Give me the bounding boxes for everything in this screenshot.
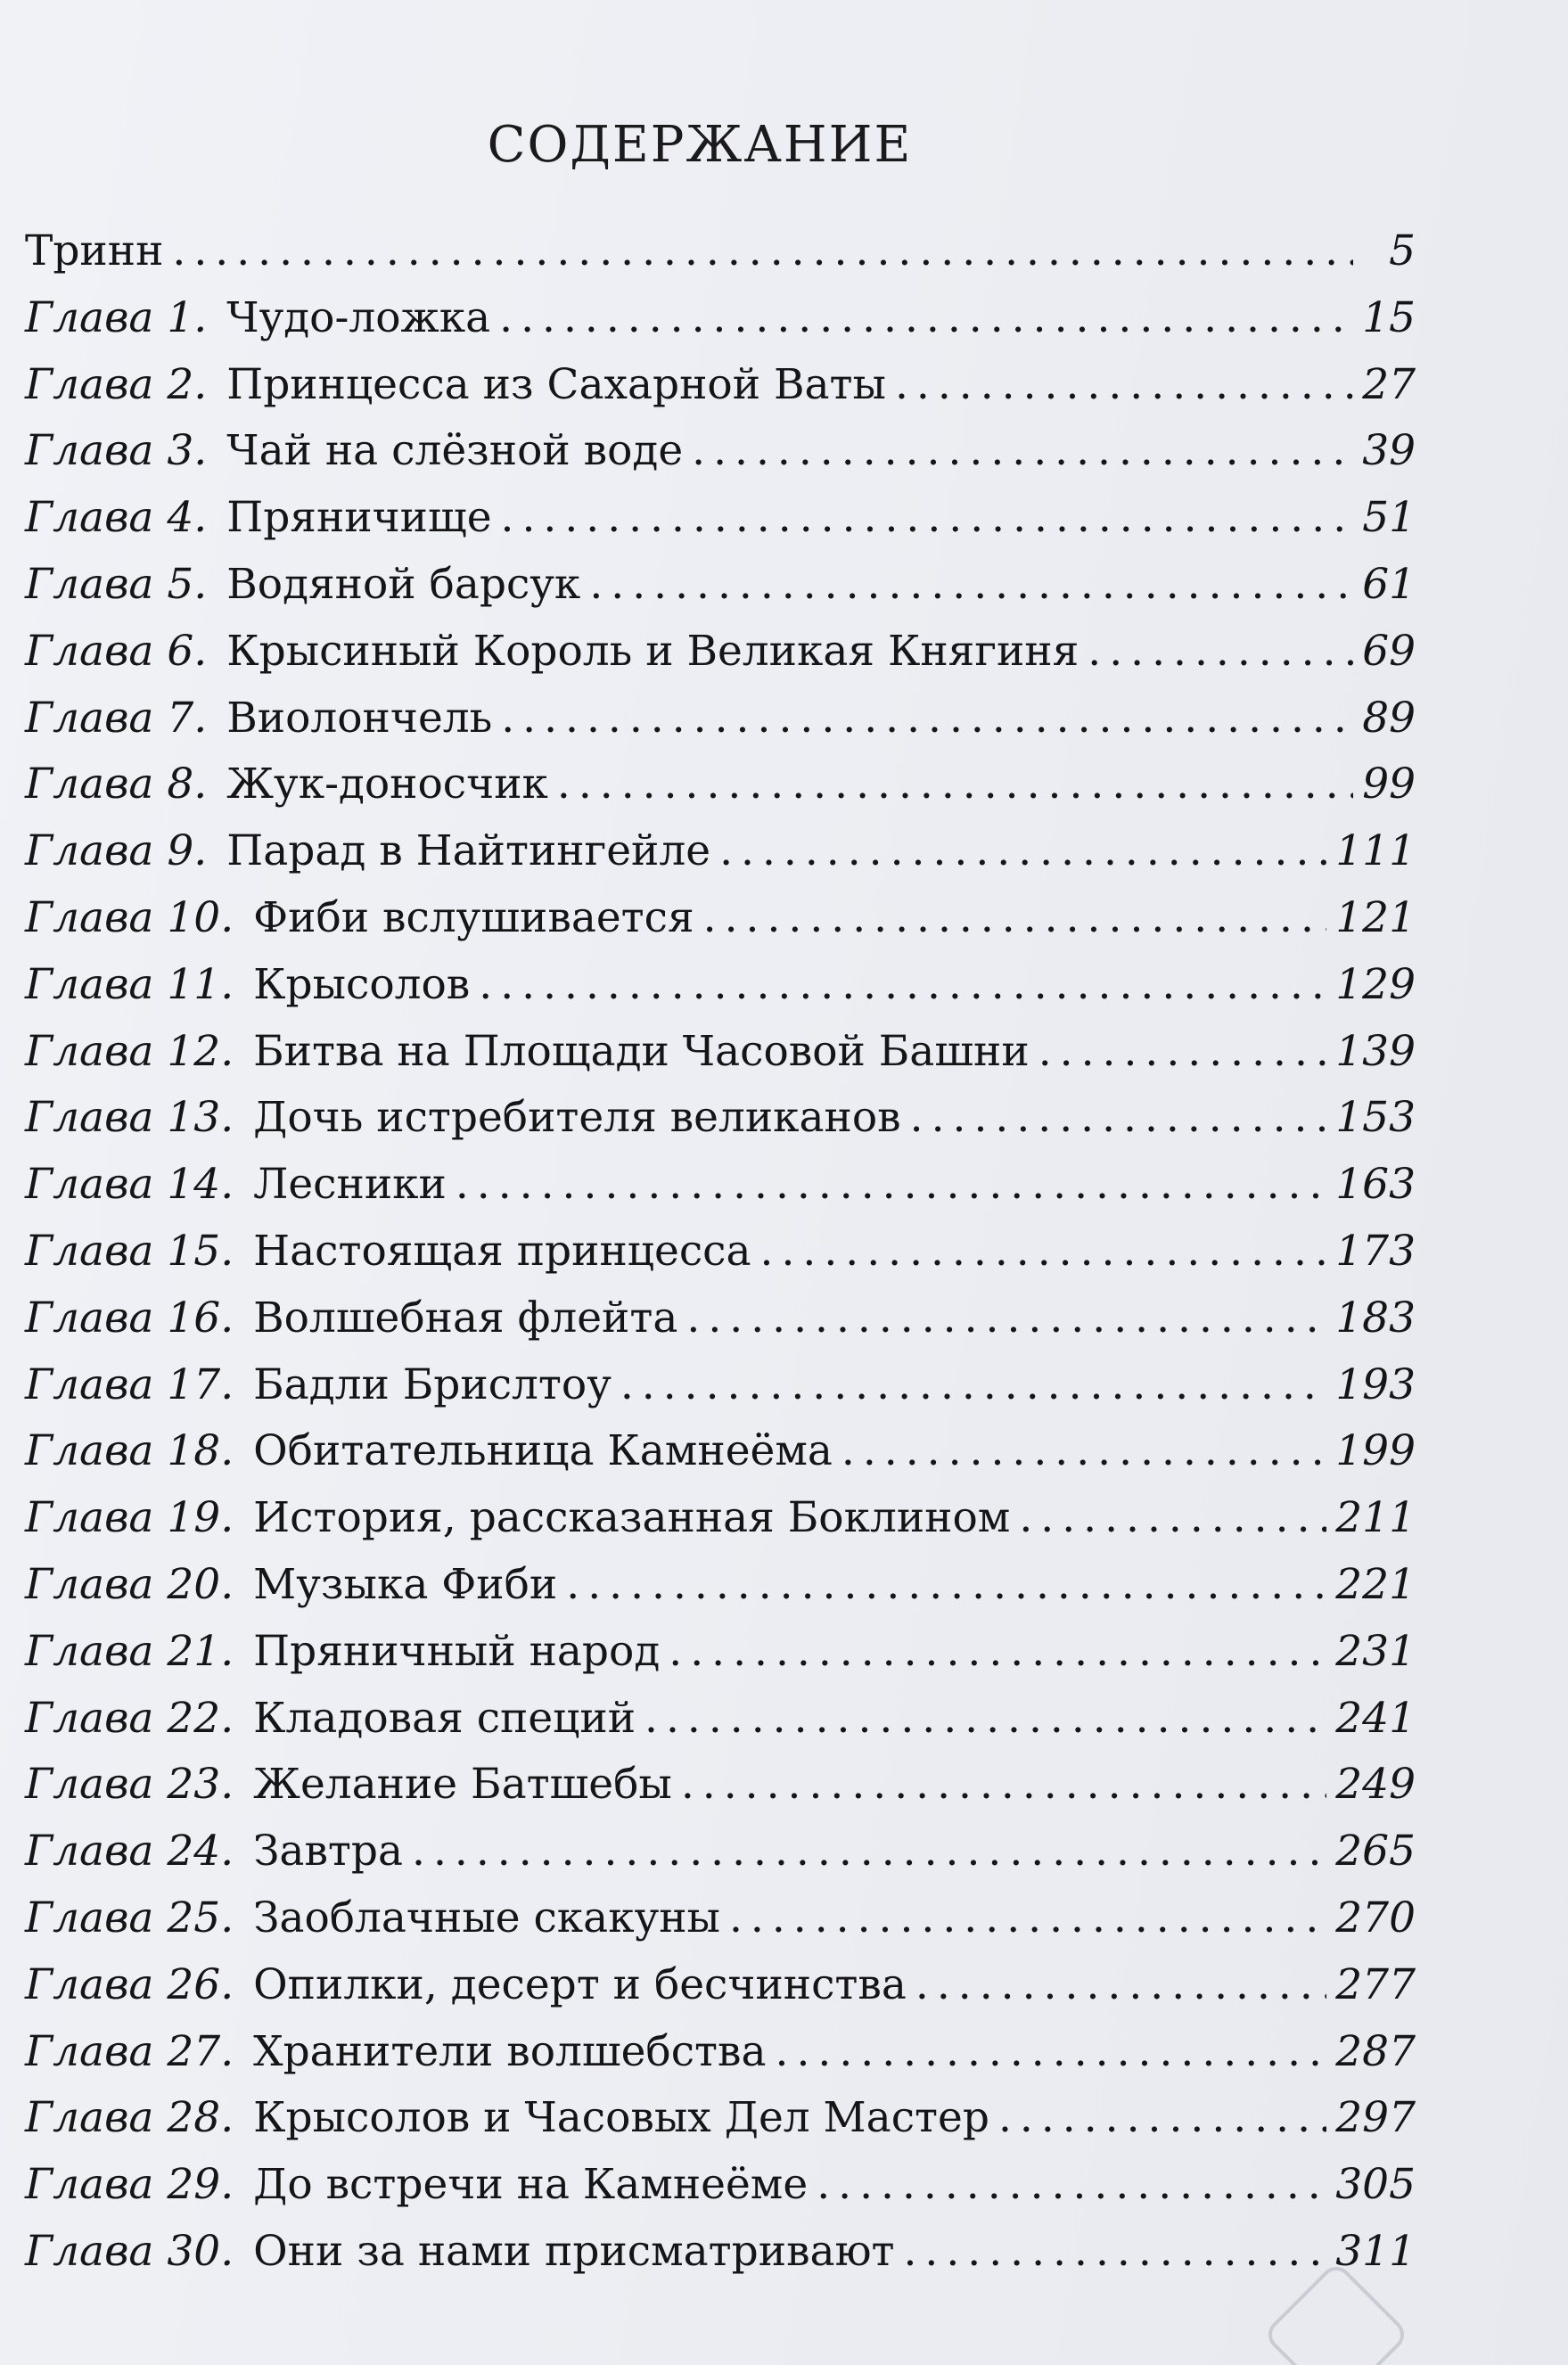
chapter-title: Принцесса из Сахарной Ваты bbox=[226, 359, 886, 409]
page-number: 121 bbox=[1335, 892, 1416, 942]
table-of-contents bbox=[25, 226, 1416, 2294]
toc-entry bbox=[25, 2160, 1416, 2227]
chapter-label: Глава 5. bbox=[25, 559, 208, 609]
dot-leader bbox=[501, 694, 1353, 743]
chapter-title: Хранители волшебства bbox=[253, 2026, 767, 2076]
chapter-label: Глава 27. bbox=[25, 2026, 234, 2076]
page-number: 265 bbox=[1335, 1827, 1416, 1876]
page-number: 305 bbox=[1335, 2160, 1416, 2210]
chapter-label: Глава 22. bbox=[25, 1693, 234, 1743]
dot-leader bbox=[620, 1360, 1326, 1409]
chapter-title: Чудо-ложка bbox=[226, 292, 491, 342]
dot-leader bbox=[729, 1893, 1326, 1942]
chapter-title: Парад в Найтингейле bbox=[226, 826, 711, 876]
chapter-label: Глава 3. bbox=[25, 426, 208, 476]
toc-entry bbox=[25, 1360, 1416, 1427]
page-number: 99 bbox=[1362, 760, 1416, 809]
chapter-title: Битва на Площади Часовой Башни bbox=[253, 1026, 1030, 1076]
toc-entry bbox=[25, 2027, 1416, 2094]
chapter-label: Глава 6. bbox=[25, 626, 208, 676]
chapter-label: Глава 29. bbox=[25, 2160, 234, 2210]
dot-leader bbox=[841, 1426, 1326, 1475]
page-number: 163 bbox=[1335, 1160, 1416, 1210]
page-number: 287 bbox=[1335, 2026, 1416, 2076]
dot-leader bbox=[776, 2027, 1327, 2076]
page-number: 5 bbox=[1389, 226, 1416, 275]
dot-leader bbox=[479, 960, 1326, 1009]
dot-leader bbox=[760, 1227, 1327, 1276]
chapter-label: Глава 2. bbox=[25, 359, 208, 409]
chapter-title: Опилки, десерт и бесчинства bbox=[253, 1959, 907, 2009]
toc-entry bbox=[25, 493, 1416, 560]
chapter-label: Глава 9. bbox=[25, 826, 208, 876]
toc-entry bbox=[25, 826, 1416, 893]
toc-entry bbox=[25, 1227, 1416, 1293]
dot-leader bbox=[817, 2160, 1326, 2209]
toc-entry bbox=[25, 1160, 1416, 1227]
dot-leader bbox=[915, 1960, 1326, 2009]
dot-leader bbox=[566, 1560, 1326, 1609]
dot-leader bbox=[903, 2227, 1326, 2276]
dot-leader bbox=[589, 560, 1353, 609]
chapter-title: Пряничище bbox=[226, 493, 492, 543]
dot-leader bbox=[681, 1760, 1326, 1809]
dot-leader bbox=[1019, 1493, 1326, 1542]
chapter-title: Бадли Брислтоу bbox=[253, 1359, 612, 1409]
toc-entry bbox=[25, 1426, 1416, 1493]
toc-entry bbox=[25, 960, 1416, 1027]
chapter-label: Глава 17. bbox=[25, 1359, 234, 1409]
toc-entry bbox=[25, 226, 1416, 293]
chapter-title: Желание Батшебы bbox=[253, 1760, 672, 1810]
chapter-label: Глава 12. bbox=[25, 1026, 234, 1076]
chapter-title: Волшебная флейта bbox=[253, 1293, 678, 1343]
chapter-label: Глава 11. bbox=[25, 959, 234, 1009]
page-number: 61 bbox=[1362, 559, 1416, 609]
chapter-title: Дочь истребителя великанов bbox=[253, 1093, 901, 1143]
chapter-label: Глава 1. bbox=[25, 292, 208, 342]
page-number: 249 bbox=[1335, 1760, 1416, 1810]
toc-entry bbox=[25, 627, 1416, 694]
page-number: 39 bbox=[1362, 426, 1416, 476]
chapter-label: Глава 26. bbox=[25, 1959, 234, 2009]
page-number: 173 bbox=[1335, 1226, 1416, 1276]
chapter-title: Жук-доносчик bbox=[226, 760, 548, 809]
chapter-label: Глава 8. bbox=[25, 760, 208, 809]
dot-leader bbox=[703, 893, 1327, 942]
chapter-label: Глава 24. bbox=[25, 1827, 234, 1876]
chapter-title: До встречи на Камнеёме bbox=[253, 2160, 809, 2210]
dot-leader bbox=[456, 1160, 1326, 1209]
page-number: 277 bbox=[1335, 1959, 1416, 2009]
chapter-label: Глава 23. bbox=[25, 1760, 234, 1810]
chapter-title: Кладовая специй bbox=[253, 1693, 636, 1743]
toc-entry bbox=[25, 1560, 1416, 1627]
chapter-title: Виолончель bbox=[226, 693, 493, 743]
chapter-label: Глава 30. bbox=[25, 2226, 234, 2276]
chapter-label: Глава 14. bbox=[25, 1160, 234, 1210]
toc-entry bbox=[25, 1827, 1416, 1893]
page-number: 193 bbox=[1335, 1359, 1416, 1409]
toc-entry bbox=[25, 360, 1416, 427]
dot-leader bbox=[557, 760, 1353, 809]
dot-leader bbox=[1088, 627, 1353, 676]
chapter-title: Тринн bbox=[25, 226, 164, 275]
dot-leader bbox=[686, 1293, 1326, 1343]
chapter-label: Глава 13. bbox=[25, 1093, 234, 1143]
chapter-title: Чай на слёзной воде bbox=[226, 426, 684, 476]
page-number: 241 bbox=[1335, 1693, 1416, 1743]
dot-leader bbox=[501, 493, 1353, 542]
toc-entry bbox=[25, 694, 1416, 760]
chapter-label: Глава 4. bbox=[25, 493, 208, 543]
page-number: 183 bbox=[1335, 1293, 1416, 1343]
page-number: 297 bbox=[1335, 2093, 1416, 2143]
dot-leader bbox=[412, 1827, 1326, 1876]
chapter-title: Музыка Фиби bbox=[253, 1559, 558, 1609]
toc-entry bbox=[25, 1027, 1416, 1094]
page-number: 69 bbox=[1362, 626, 1416, 676]
page-title: СОДЕРЖАНИЕ bbox=[487, 116, 913, 174]
toc-entry bbox=[25, 893, 1416, 960]
toc-entry bbox=[25, 1960, 1416, 2027]
page-number: 89 bbox=[1362, 693, 1416, 743]
chapter-title: Крысолов bbox=[253, 959, 471, 1009]
dot-leader bbox=[910, 1093, 1327, 1142]
toc-entry bbox=[25, 560, 1416, 627]
chapter-label: Глава 19. bbox=[25, 1493, 234, 1543]
chapter-label: Глава 21. bbox=[25, 1626, 234, 1676]
dot-leader bbox=[998, 2093, 1326, 2142]
chapter-title: Обитательница Камнеёма bbox=[253, 1426, 833, 1476]
toc-entry bbox=[25, 426, 1416, 493]
dot-leader bbox=[895, 360, 1353, 409]
toc-entry bbox=[25, 760, 1416, 826]
dot-leader bbox=[719, 826, 1326, 875]
chapter-label: Глава 20. bbox=[25, 1559, 234, 1609]
chapter-label: Глава 15. bbox=[25, 1226, 234, 1276]
page-number: 27 bbox=[1362, 359, 1416, 409]
toc-entry bbox=[25, 2227, 1416, 2294]
chapter-title: Пряничный народ bbox=[253, 1626, 661, 1676]
dot-leader bbox=[669, 1627, 1326, 1676]
dot-leader bbox=[692, 426, 1353, 475]
chapter-label: Глава 28. bbox=[25, 2093, 234, 2143]
toc-entry bbox=[25, 1694, 1416, 1761]
toc-entry bbox=[25, 1093, 1416, 1160]
dot-leader bbox=[644, 1694, 1326, 1743]
toc-entry bbox=[25, 1760, 1416, 1827]
page-number: 221 bbox=[1335, 1559, 1416, 1609]
chapter-title: Завтра bbox=[253, 1827, 404, 1876]
chapter-title: Заоблачные скакуны bbox=[253, 1893, 720, 1942]
page-number: 51 bbox=[1362, 493, 1416, 543]
dot-leader bbox=[172, 226, 1353, 275]
page-number: 139 bbox=[1335, 1026, 1416, 1076]
toc-entry bbox=[25, 1493, 1416, 1560]
chapter-title: Фиби вслушивается bbox=[253, 892, 694, 942]
toc-entry bbox=[25, 293, 1416, 360]
page-number: 129 bbox=[1335, 959, 1416, 1009]
toc-entry bbox=[25, 2093, 1416, 2160]
chapter-title: Крысолов и Часовых Дел Мастер bbox=[253, 2093, 989, 2143]
chapter-title: История, рассказанная Боклином bbox=[253, 1493, 1011, 1543]
toc-entry bbox=[25, 1627, 1416, 1694]
toc-entry bbox=[25, 1293, 1416, 1360]
chapter-label: Глава 25. bbox=[25, 1893, 234, 1942]
chapter-label: Глава 10. bbox=[25, 892, 234, 942]
page-number: 111 bbox=[1335, 826, 1416, 876]
page-number: 311 bbox=[1335, 2226, 1416, 2276]
chapter-label: Глава 16. bbox=[25, 1293, 234, 1343]
page-number: 199 bbox=[1335, 1426, 1416, 1476]
chapter-label: Глава 18. bbox=[25, 1426, 234, 1476]
chapter-title: Крысиный Король и Великая Княгиня bbox=[226, 626, 1080, 676]
page-number: 231 bbox=[1335, 1626, 1416, 1676]
page-number: 153 bbox=[1335, 1093, 1416, 1143]
chapter-title: Они за нами присматривают bbox=[253, 2226, 895, 2276]
chapter-title: Настоящая принцесса bbox=[253, 1226, 751, 1276]
toc-entry bbox=[25, 1893, 1416, 1960]
page-number: 270 bbox=[1335, 1893, 1416, 1942]
chapter-title: Лесники bbox=[253, 1160, 447, 1210]
dot-leader bbox=[1038, 1027, 1327, 1076]
dot-leader bbox=[499, 293, 1353, 342]
chapter-label: Глава 7. bbox=[25, 693, 208, 743]
page-number: 15 bbox=[1362, 292, 1416, 342]
chapter-title: Водяной барсук bbox=[226, 559, 581, 609]
page-number: 211 bbox=[1335, 1493, 1416, 1543]
